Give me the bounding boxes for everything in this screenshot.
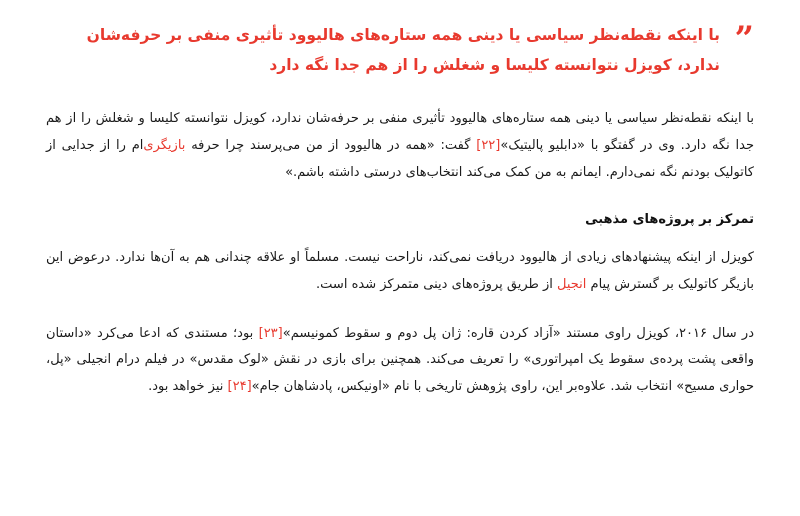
- paragraph-3-part-1: در سال ۲۰۱۶، کویزل راوی مستند «آزاد کردن قاره: ژان پل دوم و سقوط کمونیسم»: [282, 325, 755, 341]
- reference-link-24[interactable]: [۲۴]: [227, 378, 252, 394]
- section-subheading: تمرکز بر پروژه‌های مذهبی: [585, 212, 754, 228]
- pull-quote-text: با اینکه نقطه‌نظر سیاسی یا دینی همه ستاره‌های هالیوود تأثیری منفی بر حرفه‌شان ندارد، کویزل نتوانسته کلیسا و شغلش را از هم جدا نگه دارد: [86, 26, 720, 75]
- inline-link-acting[interactable]: بازیگری: [143, 138, 186, 154]
- paragraph-2-part-2: از طریق پروژه‌های دینی متمرکز شده است.: [316, 277, 558, 292]
- paragraph-1-part-1: با اینکه نقطه‌نظر سیاسی یا دینی همه ستاره‌های هالیوود تأثیری منفی بر حرفه‌شان ندارد، کویزل نتوانسته کلیسا و شغلش را از هم جدا نگه دارد. وی در گفتگو با «دابلیو پالیتیک»: [46, 111, 754, 154]
- paragraph-3: [46, 321, 754, 401]
- inline-link-gospel[interactable]: انجیل: [557, 277, 587, 292]
- paragraph-3-part-3: نیز خواهد بود.: [148, 378, 228, 394]
- article-body: [46, 106, 754, 400]
- paragraph-2-part-1: کویزل از اینکه پیشنهادهای زیادی از هالیوود دریافت نمی‌کند، ناراحت نیست. مسلماً او علاقه چندانی هم به آن‌ها ندارد. درعوض این بازیگر کاتولیک بر گسترش پیام: [46, 250, 754, 292]
- pull-quote: [46, 20, 754, 80]
- quote-mark-icon: ”: [734, 19, 754, 59]
- paragraph-3-part-2: بود؛ مستندی که ادعا می‌کرد «داستان واقعی پشت پرده‌ی سقوط یک امپراتوری» را تعریف می‌کند. همچنین برای بازی در نقش «لوک مقدس» در فیلم درام انجیلی «پل، حواری مسیح» انتخاب شد. علاوه‌بر این، راوی پژوهش تاریخی با نام «اونیکس، پادشاهان جام»: [46, 325, 754, 394]
- paragraph-2: [46, 245, 754, 298]
- reference-link-23[interactable]: [۲۳]: [258, 325, 283, 341]
- paragraph-1-part-2: گفت: «همه در هالیوود از من می‌پرسند چرا حرفه: [185, 138, 477, 154]
- reference-link-22[interactable]: [۲۲]: [476, 138, 501, 154]
- paragraph-1-part-3: ‌ام را از جدایی از کاتولیک بودنم نگه نمی‌دارم. ایمانم به من کمک می‌کند انتخاب‌های درستی داشته باشم.»: [46, 138, 754, 180]
- paragraph-1: [46, 106, 754, 186]
